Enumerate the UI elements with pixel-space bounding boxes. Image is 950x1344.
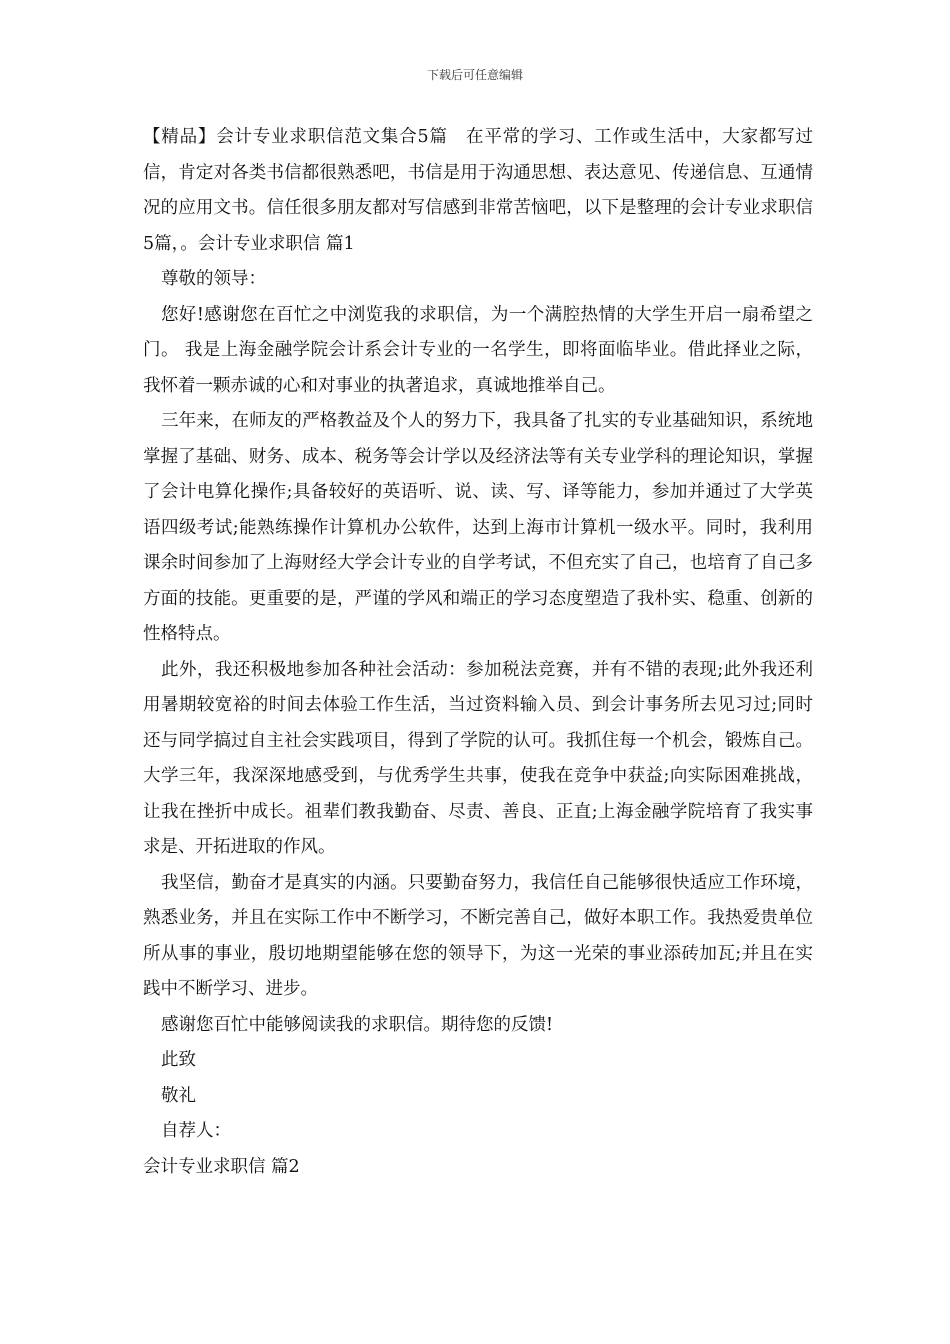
- body-paragraph: 我坚信，勤奋才是真实的内涵。只要勤奋努力，我信任自己能够很快适应工作环境，熟悉业务，并且在实际工作中不断学习，不断完善自己，做好本职工作。我热爱贵单位所从事的事业，殷切地期望能够在您的领导下，为这一光荣的事业添砖加瓦;并且在实践中不断学习、进步。: [143, 872, 813, 999]
- salutation: 尊敬的领导：: [161, 269, 266, 289]
- closing-thanks: 感谢您百忙中能够阅读我的求职信。期待您的反馈!: [161, 1014, 554, 1035]
- body-paragraph: 您好!感谢您在百忙之中浏览我的求职信，为一个满腔热情的大学生开启一扇希望之门。 我是上海金融学院会计系会计专业的一名学生，即将面临毕业。借此择业之际，我怀着一颗赤诚的心和对事业的执著追求，真诚地推举自己。: [143, 304, 813, 396]
- page-header-note: 下载后可任意编辑: [426, 68, 523, 82]
- intro-paragraph: 【精品】会计专业求职信范文集合5篇 在平常的学习、工作或生活中，大家都写过信，肯定对各类书信都很熟悉吧，书信是用于沟通思想、表达意见、传递信息、互通情况的应用文书。信任很多朋友都对写信感到非常苦恼吧，以下是整理的会计专业求职信5篇，。会计专业求职信 篇1: [143, 127, 813, 254]
- closing-zhizhi: 此致: [161, 1050, 196, 1070]
- body-paragraph: 此外，我还积极地参加各种社会活动：参加税法竞赛，并有不错的表现;此外我还利用暑期较宽裕的时间去体验工作生活，当过资料输入员、到会计事务所去见习过;同时还与同学搞过自主社会实践项目，得到了学院的认可。我抓住每一个机会，锻炼自己。大学三年，我深深地感受到，与优秀学生共事，使我在竞争中获益;向实际困难挑战，让我在挫折中成长。祖辈们教我勤奋、尽责、善良、正直;上海金融学院培育了我实事求是、开拓进取的作风。: [143, 659, 813, 857]
- section-heading: 会计专业求职信 篇2: [143, 1156, 300, 1177]
- closing-jingli: 敬礼: [161, 1085, 196, 1106]
- body-paragraph: 三年来，在师友的严格教益及个人的努力下，我具备了扎实的专业基础知识，系统地掌握了基础、财务、成本、税务等会计学以及经济法等有关专业学科的理论知识，掌握了会计电算化操作;具备较好的英语听、说、读、写、译等能力，参加并通过了大学英语四级考试;能熟练操作计算机办公软件，达到上海市计算机一级水平。同时，我利用课余时间参加了上海财经大学会计专业的自学考试，不但充实了自己，也培育了自己多方面的技能。更重要的是，严谨的学风和端正的学习态度塑造了我朴实、稳重、创新的性格特点。: [143, 411, 813, 644]
- signature-line: 自荐人：: [161, 1121, 231, 1141]
- document-body: [143, 120, 813, 1185]
